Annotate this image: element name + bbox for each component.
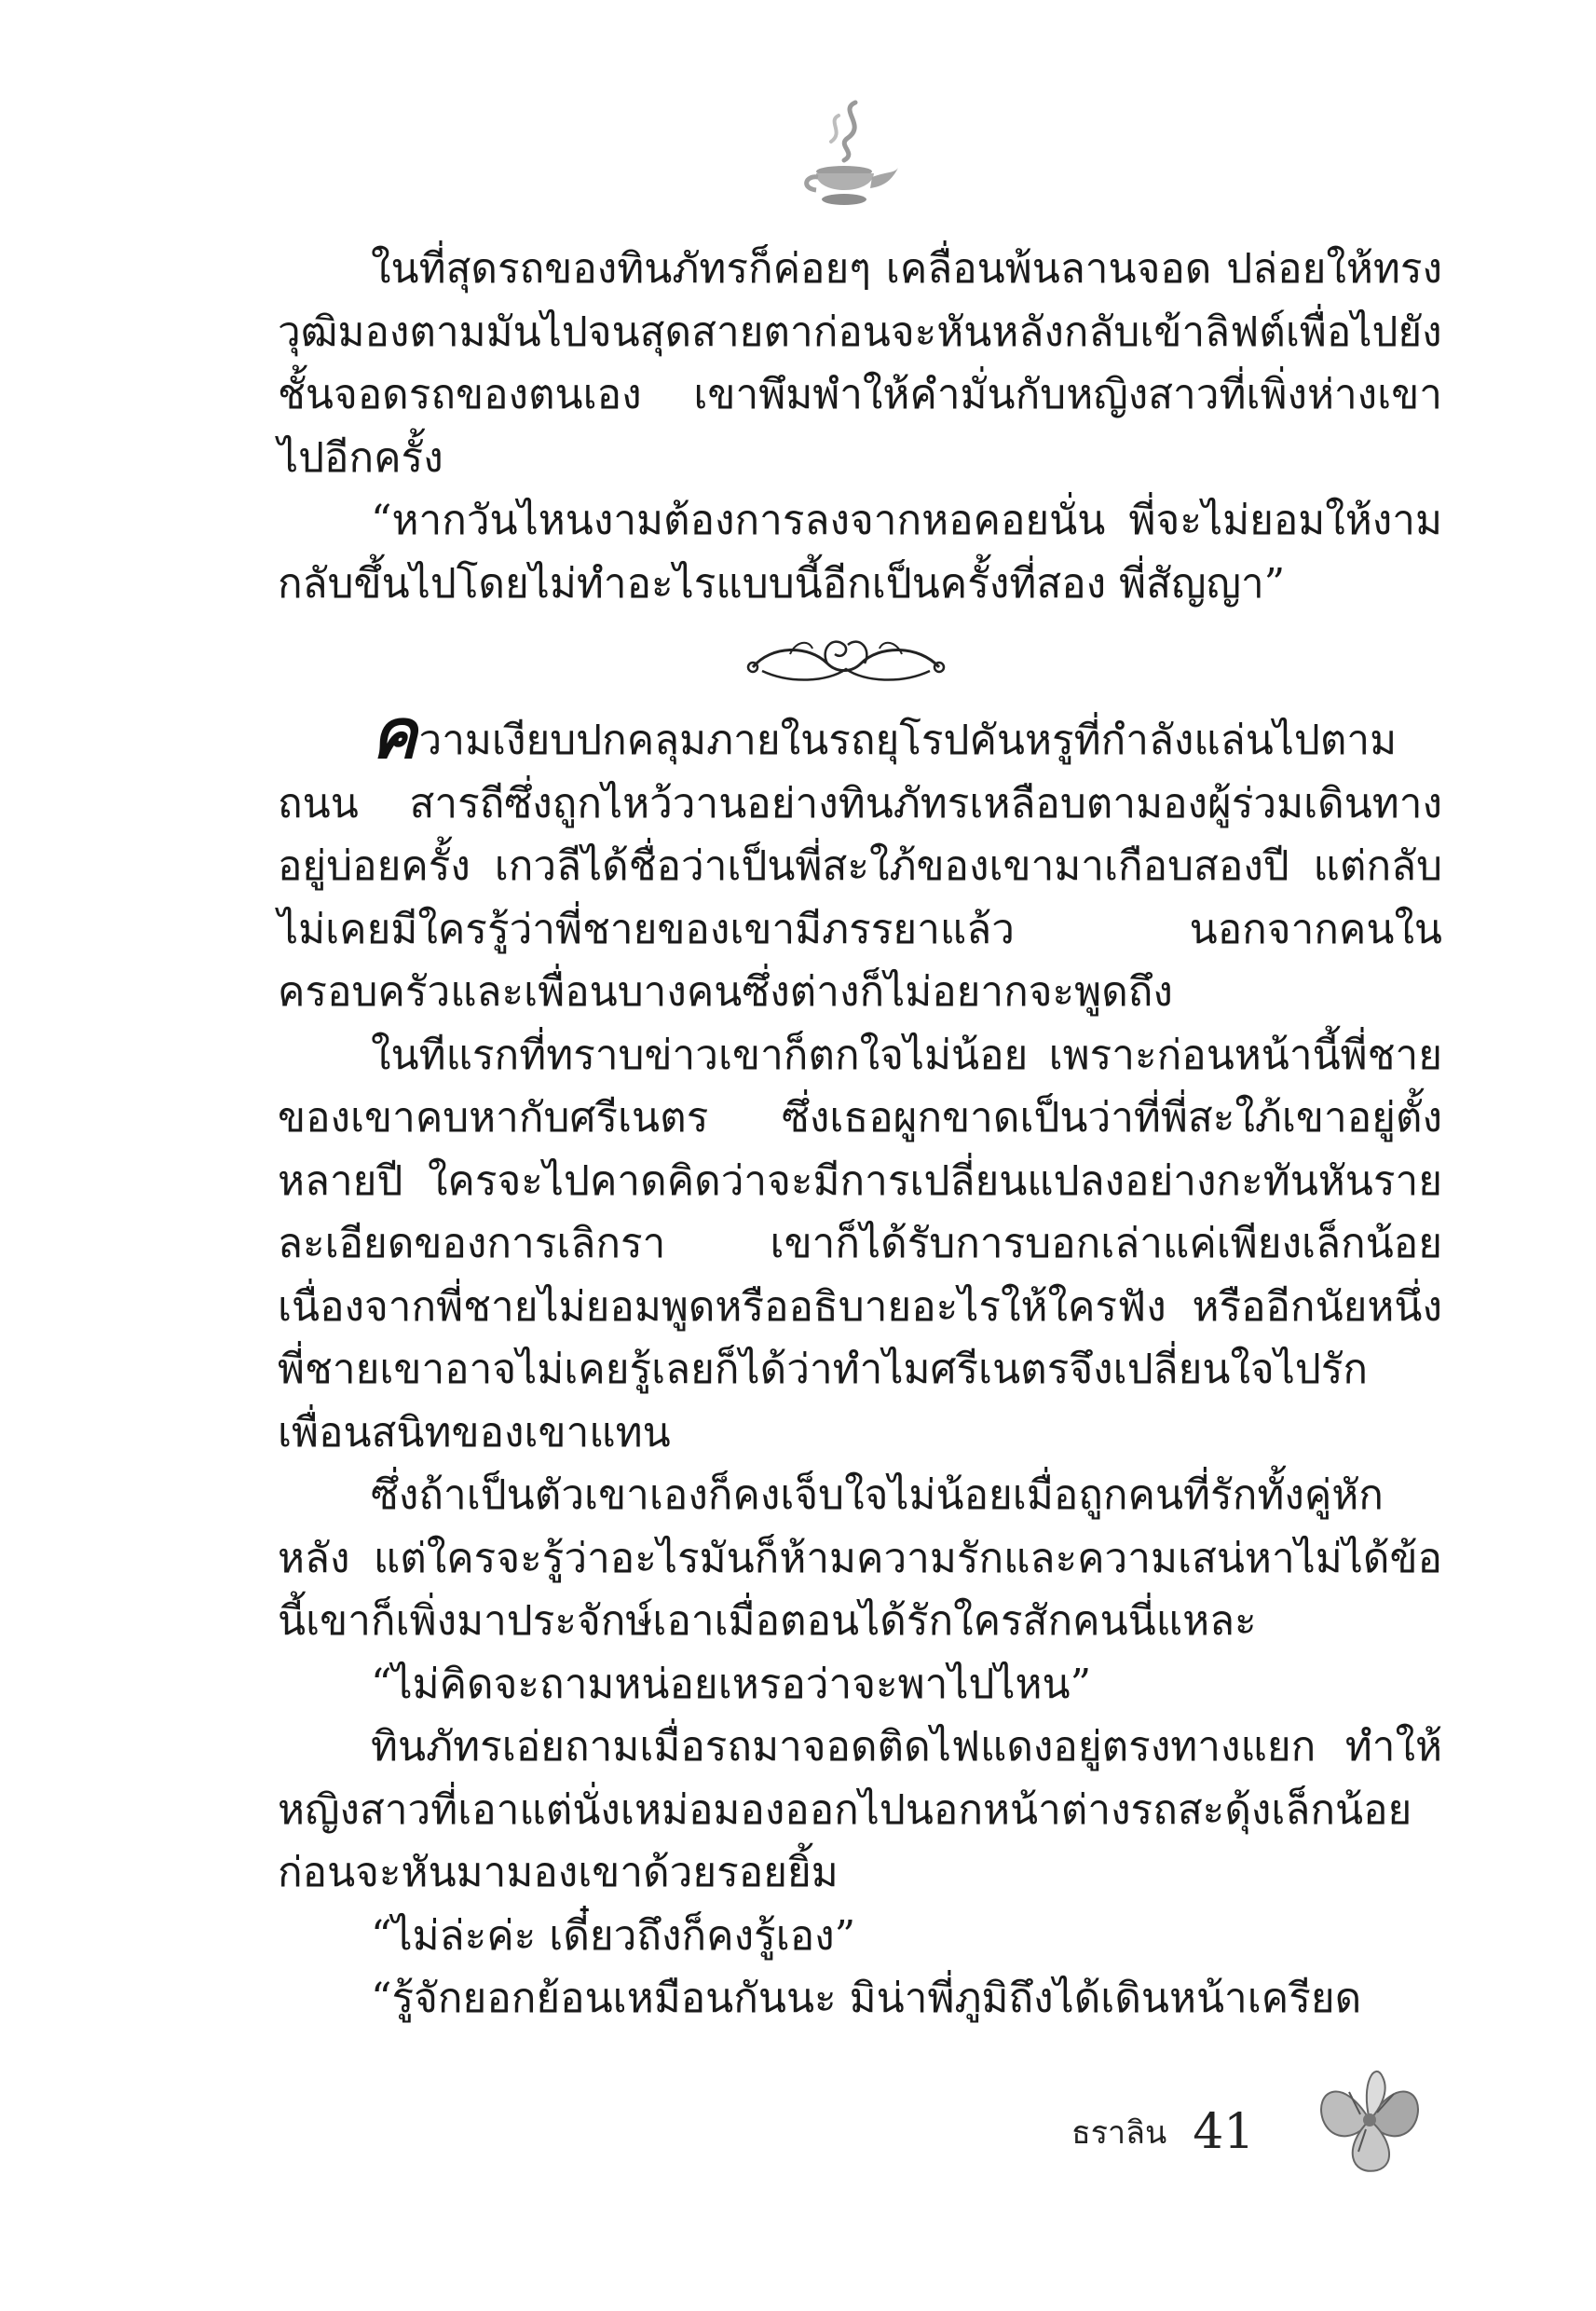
section-divider <box>278 619 1442 701</box>
paragraph: “ไม่ล่ะค่ะ เดี๋ยวถึงก็คงรู้เอง” <box>371 1911 856 1960</box>
page-body <box>278 238 1442 2031</box>
drop-cap: ค <box>371 694 417 774</box>
paragraph <box>278 694 1442 1024</box>
page-footer <box>1071 2095 1254 2169</box>
paragraph: ในที่สุดรถของทินภัทรก็ค่อยๆ เคลื่อนพ้นลานจอด ปล่อยให้ทรงวุฒิมองตามมันไปจนสุดสายตาก่อนจะหันหลังกลับเข้าลิฟต์เพื่อไปยังชั้นจอดรถของตนเอง เขาพึมพำให้คำมั่นกับหญิงสาวที่เพิ่งห่างเขาไปอีกครั้ง <box>278 245 1442 482</box>
page-number: 41 <box>1193 2104 1255 2160</box>
paragraph: ทินภัทรเอ่ยถามเมื่อรถมาจอดติดไฟแดงอยู่ตรงทางแยก ทำให้หญิงสาวที่เอาแต่นั่งเหม่อมองออกไปนอกหน้าต่างรถสะดุ้งเล็กน้อยก่อนจะหันมามองเขาด้วยรอยยิ้ม <box>278 1723 1442 1896</box>
ornamental-flourish-icon <box>734 626 958 691</box>
paragraph-text: วามเงียบปกคลุมภายในรถยุโรปคันหรูที่กำลังแล่นไปตามถนน สารถีซึ่งถูกไหว้วานอย่างทินภัทรเหลือบตามองผู้ร่วมเดินทางอยู่บ่อยครั้ง เกวลีได้ชื่อว่าเป็นพี่สะใภ้ของเขามาเกือบสองปี แต่กลับไม่เคยมีใครรู้ว่าพี่ชายของเขามีภรรยาแล้ว นอกจากคนในครอบครัวและเพื่อนบางคนซึ่งต่างก็ไม่อยากจะพูดถึง <box>278 717 1442 1016</box>
paragraph: ซึ่งถ้าเป็นตัวเขาเองก็คงเจ็บใจไม่น้อยเมื่อถูกคนที่รักทั้งคู่หักหลัง แต่ใครจะรู้ว่าอะไรมันก็ห้ามความรักและความเสน่หาไม่ได้ข้อนี้เขาก็เพิ่งมาประจักษ์เอาเมื่อตอนได้รักใครสักคนนี่แหละ <box>278 1471 1442 1645</box>
magic-lamp-icon <box>790 93 902 214</box>
paragraph: ในทีแรกที่ทราบข่าวเขาก็ตกใจไม่น้อย เพราะก่อนหน้านี้พี่ชายของเขาคบหากับศรีเนตร ซึ่งเธอผูกขาดเป็นว่าที่พี่สะใภ้เขาอยู่ตั้งหลายปี ใครจะไปคาดคิดว่าจะมีการเปลี่ยนแปลงอย่างกะทันหันรายละเอียดของการเลิกรา เขาก็ได้รับการบอกเล่าแค่เพียงเล็กน้อยเนื่องจากพี่ชายไม่ยอมพูดหรืออธิบายอะไรให้ใครฟัง หรืออีกนัยหนึ่งพี่ชายเขาอาจไม่เคยรู้เลยก็ได้ว่าทำไมศรีเนตรจึงเปลี่ยนใจไปรักเพื่อนสนิทของเขาแทน <box>278 1031 1442 1456</box>
book-title: ธราลิน <box>1071 2114 1167 2152</box>
flower-icon <box>1304 2055 1435 2185</box>
paragraph: “รู้จักยอกย้อนเหมือนกันนะ มิน่าพี่ภูมิถึงได้เดินหน้าเครียด <box>371 1975 1362 2022</box>
paragraph: “ไม่คิดจะถามหน่อยเหรอว่าจะพาไปไหน” <box>371 1660 1092 1708</box>
paragraph: “หากวันไหนงามต้องการลงจากหอคอยนั่น พี่จะไม่ยอมให้งามกลับขึ้นไปโดยไม่ทำอะไรแบบนี้อีกเป็นครั้งที่สอง พี่สัญญา” <box>278 497 1442 608</box>
